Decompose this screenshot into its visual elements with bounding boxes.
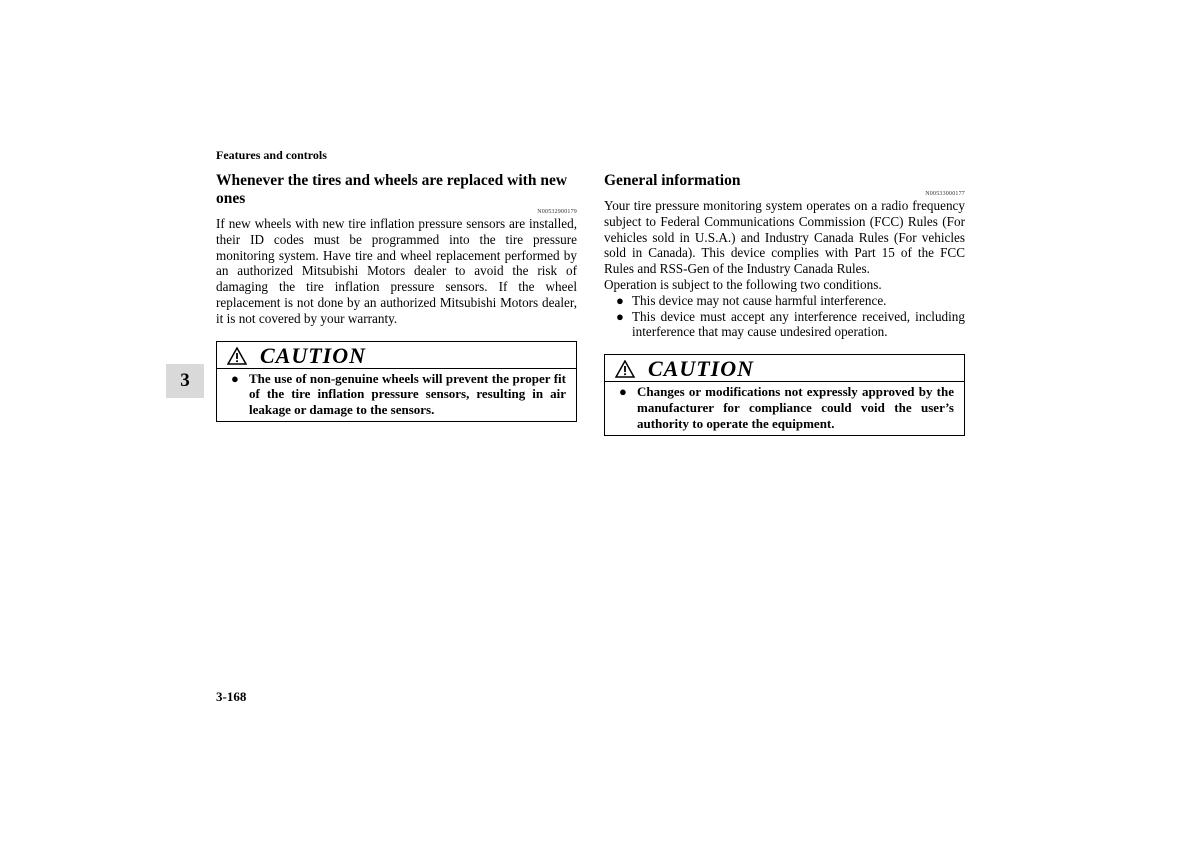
right-column (604, 172, 965, 436)
left-caution-box (216, 341, 577, 422)
section-header: Features and controls (216, 148, 327, 162)
caution-label: CAUTION (648, 356, 755, 382)
caution-header (605, 355, 964, 382)
warning-triangle-icon (615, 360, 635, 378)
right-caution-box (604, 354, 965, 435)
caution-list (217, 369, 576, 421)
condition-text: This device must accept any interference received, including interference that may cause undesired operation. (632, 308, 965, 340)
left-column (216, 172, 577, 422)
left-body-text: If new wheels with new tire inflation pressure sensors are installed, their ID codes must be programmed into the tire pressure monitoring system. Have tire and wheel replacement performed by an authorized Mitsubishi Motors dealer to avoid the risk of damaging the tire inflation pressure sensors. If the wheel replacement is not done by an authorized Mitsubishi Motors dealer, it is not covered by your warranty. (216, 216, 577, 326)
condition-item (604, 293, 965, 309)
caution-label: CAUTION (260, 342, 367, 368)
bullet-icon: ● (619, 384, 627, 400)
caution-item-text: Changes or modifications not expressly approved by the manufacturer for compliance could void the user’s authority to operate the equipment. (637, 384, 954, 431)
warning-triangle-icon (227, 347, 247, 365)
bullet-icon: ● (231, 370, 239, 386)
right-section-code: N00533000177 (925, 191, 965, 197)
caution-list (605, 382, 964, 434)
right-body-text: Your tire pressure monitoring system operates on a radio frequency subject to Federal Communications Commission (FCC) Rules (For vehicles sold in U.S.A.) and Industry Canada Rules (For vehicles sold in Canada). This device complies with Part 15 of the FCC Rules and RSS-Gen of the Industry Canada Rules. (604, 198, 965, 277)
caution-header (217, 342, 576, 369)
chapter-tab: 3 (166, 364, 204, 398)
caution-item (605, 384, 954, 431)
caution-item-text: The use of non-genuine wheels will prevent the proper fit of the tire inflation pressure sensors, resulting in air leakage or damage to the sensors. (249, 370, 566, 418)
left-section-code: N00532900179 (537, 209, 577, 215)
condition-text: This device may not cause harmful interference. (632, 292, 887, 308)
page-number: 3-168 (216, 689, 247, 704)
right-section-title: General information (604, 172, 741, 189)
conditions-intro: Operation is subject to the following two conditions. (604, 276, 882, 292)
conditions-list (604, 293, 965, 340)
bullet-icon: ● (616, 308, 624, 324)
caution-item (217, 371, 566, 418)
left-section-title: Whenever the tires and wheels are replaced with new ones (216, 172, 568, 207)
condition-item (604, 309, 965, 341)
bullet-icon: ● (616, 292, 624, 308)
